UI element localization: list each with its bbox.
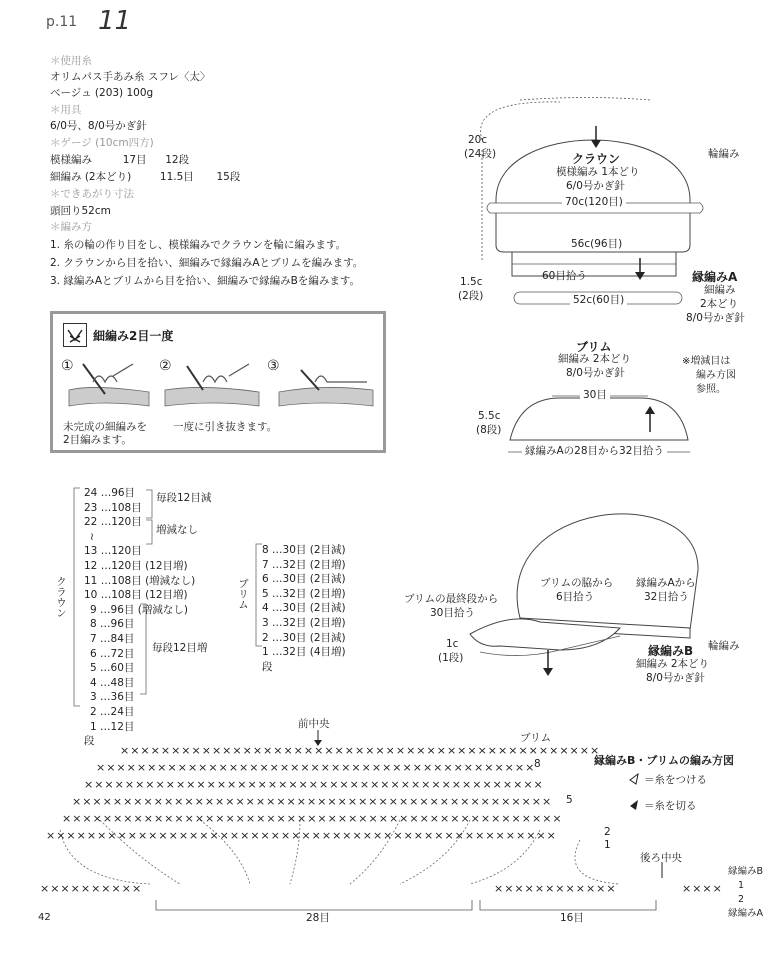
size-line: 頭回り52cm [50,205,111,217]
method-step-1: 1. 糸の輪の作り目をし、模様編みでクラウンを輪に編みます。 [50,239,347,251]
crown-note-inc: 毎段12目増 [152,642,208,654]
front-center-label: 前中央 [298,718,330,730]
method-heading: ＊編み方 [50,221,92,233]
crown-note-dec: 毎段12目減 [156,492,212,504]
chart-edge-num: 2 [738,894,745,905]
edgeB-sub-2: 8/0号かぎ針 [646,672,705,684]
gauge-sc-rows: 15段 [216,171,241,183]
gauge-pattern-rows: 12段 [165,154,190,166]
stitch-title: 細編み2目一度 [93,329,174,343]
crown-table-side-label: クラウン [55,576,67,618]
brim-row: 6 …30目 (2目減) [262,573,346,586]
edgeB-height-cm: 1c [446,638,459,650]
brim-row: 5 …32目 (2目増) [262,587,346,600]
brim-note-3: 参照。 [696,384,726,395]
crown-row: 2 …24目 [90,705,135,718]
stitch-row: ××××××××××××××××××××××××××××××××××××××××××××××× [120,744,601,757]
row-mark: 1 [604,839,611,851]
yarn-line-1: オリムパス手あみ糸 スフレ〈太〉 [50,71,211,83]
stitch-row: ××××××××××××××××××××××××××××××××××××××××××× [96,761,536,774]
crown-row: 24 …96目 [84,487,136,499]
method-step-2: 2. クラウンから目を拾い、細編みで縁編みAとブリムを編みます。 [50,257,364,269]
pick-brim-side-2: 6目拾う [556,591,595,603]
edgeB-sub-1: 細編み 2本どり [636,658,710,670]
crown-row: ≀ [90,530,94,543]
brim-sub-1: 細編み 2本どり [558,353,632,365]
gauge-sc-stitches: 11.5目 [159,171,194,183]
crown-row: 10 …108目 (12目増) [84,589,188,602]
edgeA-sub-1: 細編み [704,284,736,296]
crown-row: 12 …120目 (12目増) [84,559,188,572]
crown-row: 3 …36目 [90,691,135,704]
crown-title: クラウン [572,152,621,166]
crown-row: 22 …120目 [84,516,142,529]
crown-width-56: 56c(96目) [568,238,625,251]
crown-sub-1: 模様編み 1本どり [556,166,640,178]
yarn-line-2: ベージュ (203) 100g [50,87,154,99]
edgeA-sub-2: 2本どり [700,298,739,310]
pick-last-row-2: 30目拾う [430,607,475,619]
pattern-number: 11 [98,6,132,36]
gauge-heading: ＊ゲージ (10cm四方) [50,137,154,149]
chart-brim-label: ブリム [520,732,552,744]
crown-sub-2: 6/0号かぎ針 [566,180,625,192]
chart-title: 縁編みB・ブリムの編み方図 [594,754,734,767]
chart-edge-a: 縁編みA [728,908,763,919]
row-mark: 2 [604,826,611,838]
chart-edge-b: 縁編みB [728,866,763,877]
edgeA-height-cm: 1.5c [460,276,483,288]
brim-row: 2 …30目 (2目減) [262,631,346,644]
edgeA-sub-3: 8/0号かぎ針 [686,312,745,324]
caption-1-line-2: 2目編みます。 [63,434,132,446]
gauge-pattern-stitches: 17目 [122,154,147,166]
brim-note-1: ※増減目は [682,356,731,367]
crown-row: 11 …108目 (増減なし) [84,574,196,587]
legend-cut: ＝糸を切る [644,800,697,812]
crown-height-rows: (24段) [464,148,497,160]
stitch-row: ××××××××××××××××××××××××××××××××××××××××××××××××× [62,812,563,825]
pick-edgeA-2: 32目拾う [644,591,689,603]
stitch-row: ×××××××××××× [494,882,617,895]
edgeA-height-rows: (2段) [458,290,484,302]
brim-row: 3 …32目 (2目増) [262,616,346,629]
brim-row: 7 …32目 (2目増) [262,558,346,571]
crown-row: 9 …96目 (増減なし) [90,603,188,616]
brim-pick: 縁編みAの28目から32目拾う [522,445,667,458]
brim-sub-2: 8/0号かぎ針 [566,367,625,379]
row-mark: 5 [566,794,573,806]
brim-title: ブリム [576,340,612,354]
edgeA-title: 縁編みA [692,270,738,284]
edgeB-ring-label: 輪編み [708,640,740,652]
stitch-row: ××××××××××××××××××××××××××××××××××××××××××××××× [72,795,553,808]
yarn-heading: ＊使用糸 [50,55,92,67]
crown-row: 4 …48目 [90,676,135,689]
legend-attach: ＝糸をつける [644,774,707,786]
step-3-number: ③ [267,358,280,374]
chart-edge-num: 1 [738,880,745,891]
gauge-pattern-label: 模様編み [50,154,92,166]
edgeB-height-rows: (1段) [438,652,464,664]
stitch-row: ×××××××××××××××××××××××××××××××××××××××××××××××××× [46,829,557,842]
crown-row: 7 …84目 [90,632,135,645]
count-16: 16目 [560,912,584,924]
count-28: 28目 [306,912,330,924]
brim-width-30: 30目 [580,389,610,402]
crown-row: 1 …12目 [90,720,135,733]
pick-last-row-1: ブリムの最終段から [404,593,499,605]
brim-height-cm: 5.5c [478,410,501,422]
stitch-row: ×××××××××× [40,882,143,895]
size-heading: ＊できあがり寸法 [50,188,134,200]
edgeB-title: 縁編みB [648,644,694,658]
crown-row: 6 …72目 [90,647,135,660]
brim-row-table [262,543,346,674]
crown-row: 段 [84,735,95,748]
crown-row: 5 …60目 [90,662,135,675]
crown-pick-60: 60目拾う [542,270,587,282]
pick-edgeA-1: 縁編みAから [636,577,696,589]
stitch-row: ××××××××××××××××××××××××××××××××××××××××××××× [84,778,544,791]
stitch-row: ×××× [682,882,723,895]
crown-width-70: 70c(120目) [562,196,626,209]
brim-row: 4 …30目 (2目減) [262,602,346,615]
caption-2: 一度に引き抜きます。 [173,421,278,433]
tools-heading: ＊用具 [50,104,82,116]
page-footer-number: 42 [38,912,51,923]
crown-row: 8 …96目 [90,618,135,631]
caption-1-line-1: 未完成の細編みを [63,421,147,433]
brim-note-2: 編み方図 [696,370,736,381]
brim-row: 段 [262,660,273,673]
method-step-3: 3. 縁編みAとブリムから目を拾い、細編みで縁編みBを編みます。 [50,275,360,287]
brim-row: 1 …32目 (4目増) [262,646,346,659]
brim-row: 8 …30目 (2目減) [262,544,346,556]
pick-brim-side-1: ブリムの脇から [540,577,614,589]
brim-height-rows: (8段) [476,424,502,436]
crown-note-none: 増減なし [156,524,198,536]
row-mark: 8 [534,758,541,770]
crown-ring-label: 輪編み [708,148,740,160]
step-2-number: ② [159,358,172,374]
tools-line: 6/0号、8/0号かぎ針 [50,120,147,132]
crown-row: 23 …108目 [84,501,142,514]
page-reference: p.11 [46,14,78,30]
brim-table-side-label: ブリム [237,578,249,610]
edgeA-width-52: 52c(60目) [570,294,627,307]
step-1-number: ① [61,358,74,374]
crown-height-cm: 20c [468,134,488,146]
back-center-label: 後ろ中央 [640,852,682,864]
gauge-sc-label: 細編み (2本どり) [50,171,132,183]
crown-row: 13 …120目 [84,545,142,558]
